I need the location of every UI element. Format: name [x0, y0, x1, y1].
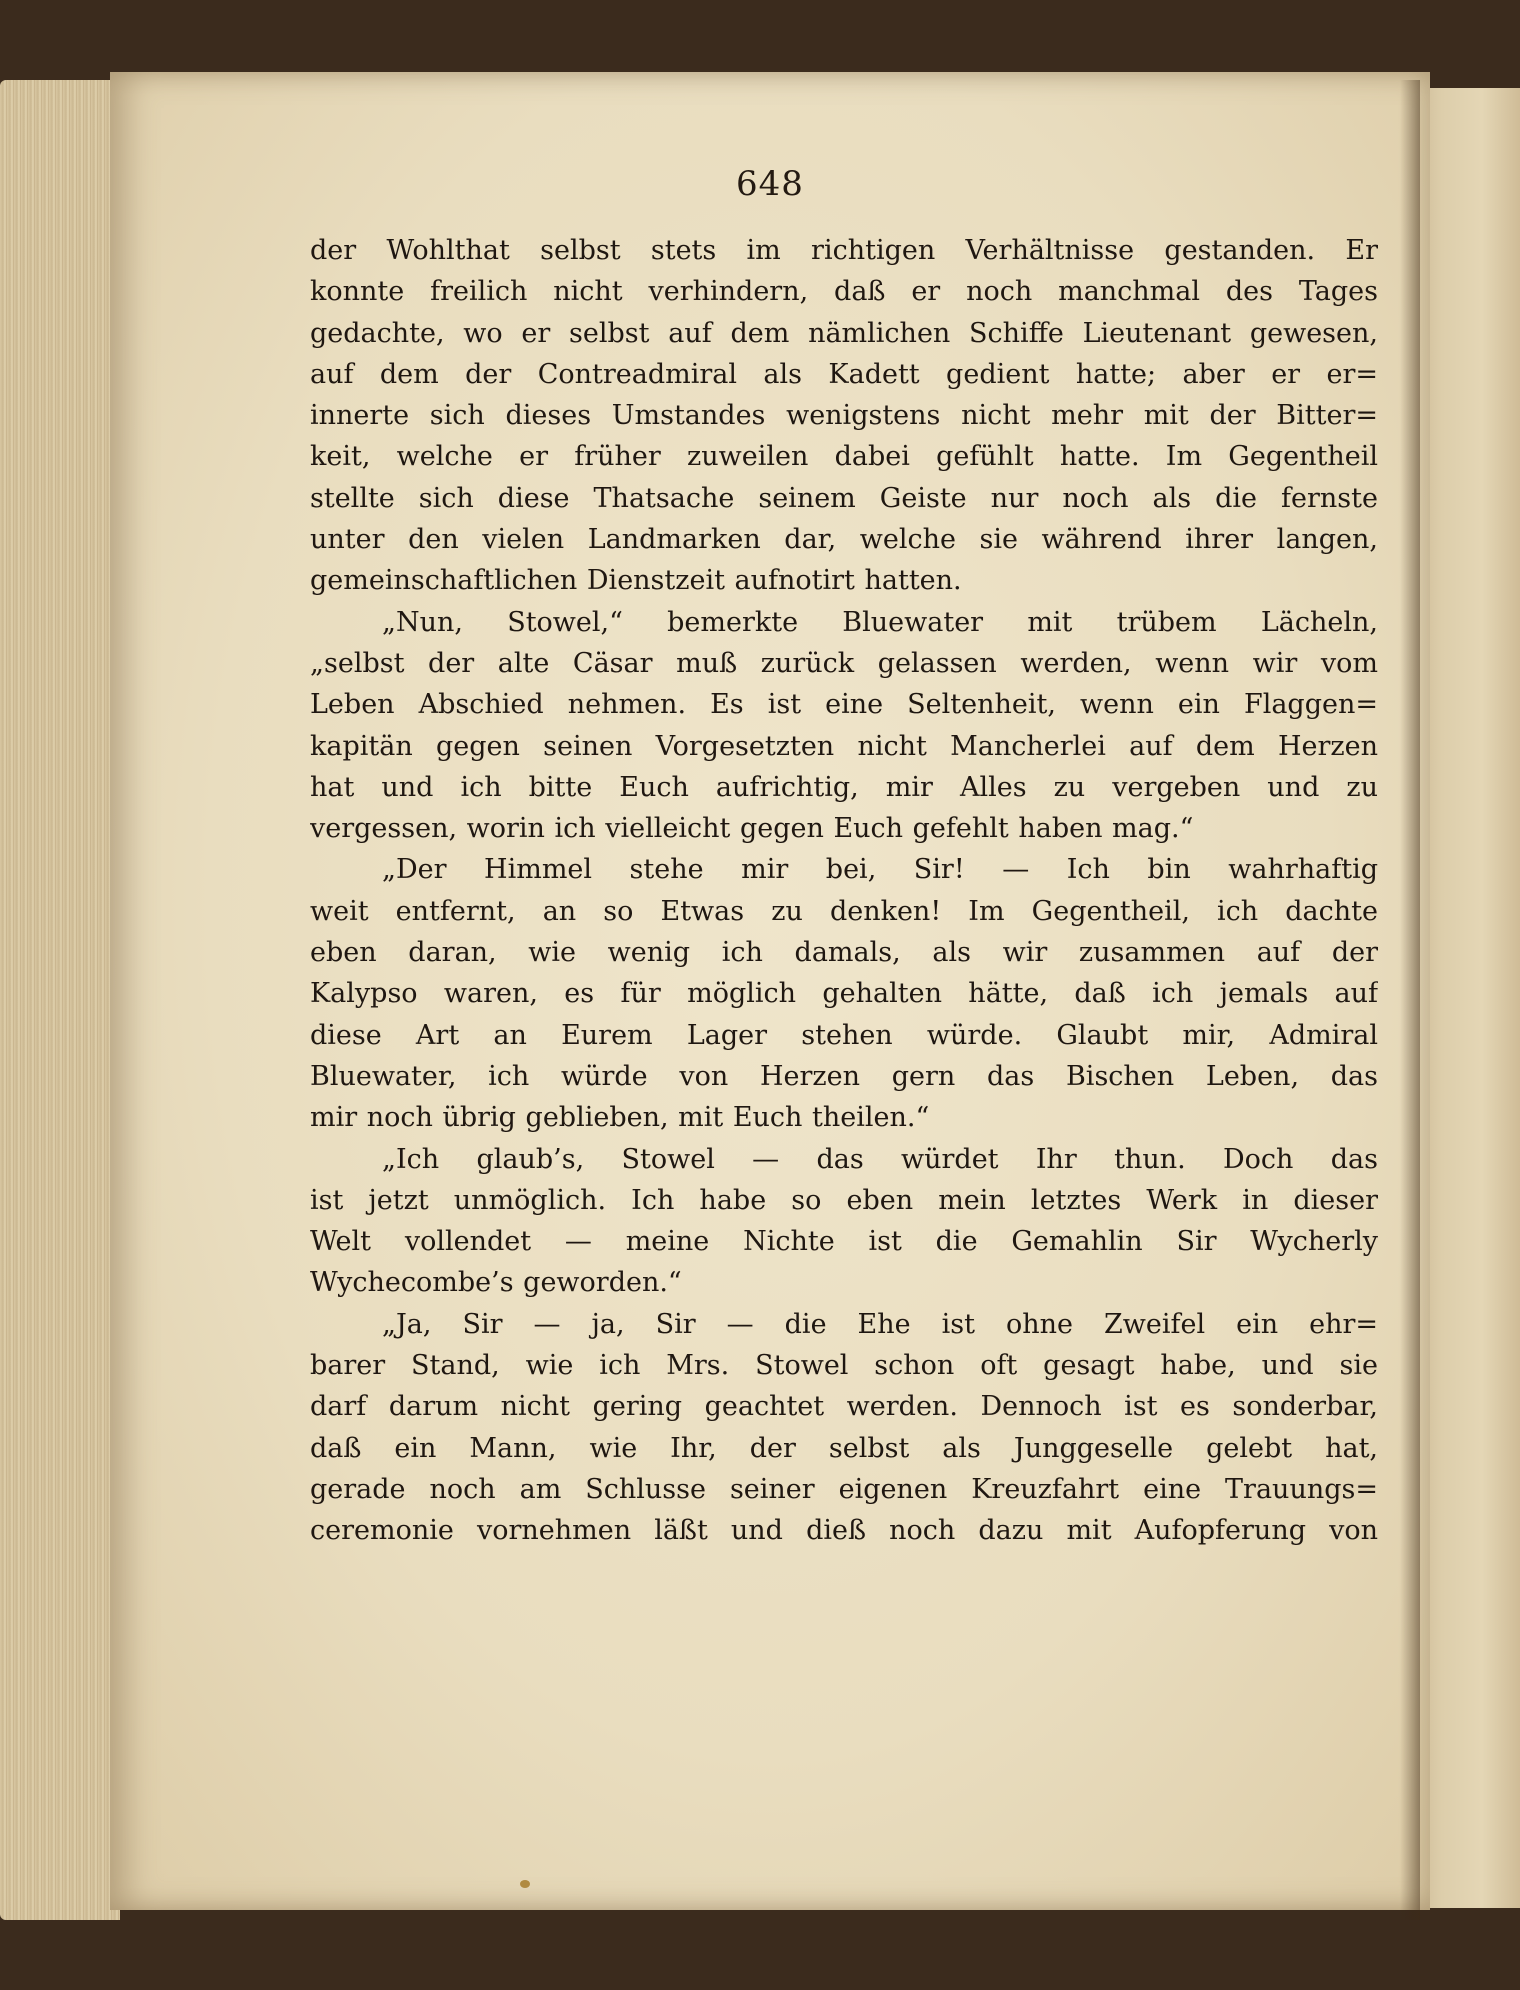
text-line: weit entfernt, an so Etwas zu denken! Im Gegentheil, ich dachte	[310, 895, 1378, 927]
text-line: auf dem der Contreadmiral als Kadett gedient hatte; aber er er=	[310, 358, 1378, 390]
text-line: hat und ich bitte Euch aufrichtig, mir Alles zu vergeben und zu	[310, 771, 1378, 803]
text-line: diese Art an Eurem Lager stehen würde. Glaubt mir, Admiral	[310, 1019, 1378, 1051]
text-line: keit, welche er früher zuweilen dabei gefühlt hatte. Im Gegentheil	[310, 441, 1378, 473]
text-line: kapitän gegen seinen Vorgesetzten nicht Mancherlei auf dem Herzen	[310, 730, 1378, 762]
page-number: 648	[736, 164, 804, 204]
text-line: Wychecombe’s geworden.“	[310, 1267, 682, 1299]
text-line: gerade noch am Schlusse seiner eigenen Kreuzfahrt eine Trauungs=	[310, 1473, 1378, 1505]
book-page	[110, 72, 1430, 1910]
text-line: Bluewater, ich würde von Herzen gern das Bischen Leben, das	[310, 1060, 1378, 1092]
text-line: gedachte, wo er selbst auf dem nämlichen Schiffe Lieutenant gewesen,	[310, 317, 1378, 349]
text-line: „Der Himmel stehe mir bei, Sir! — Ich bin wahrhaftig	[382, 854, 1378, 886]
text-line: vergessen, worin ich vielleicht gegen Euch gefehlt haben mag.“	[310, 813, 1194, 845]
text-line: unter den vielen Landmarken dar, welche sie während ihrer langen,	[310, 524, 1378, 556]
text-line: „Ich glaub’s, Stowel — das würdet Ihr thun. Doch das	[382, 1143, 1378, 1175]
stacked-page-edges	[0, 80, 120, 1920]
text-line: Kalypso waren, es für möglich gehalten hätte, daß ich jemals auf	[310, 978, 1378, 1010]
text-line: „Ja, Sir — ja, Sir — die Ehe ist ohne Zweifel ein ehr=	[382, 1308, 1378, 1340]
text-line: ceremonie vornehmen läßt und dieß noch dazu mit Aufopferung von	[310, 1515, 1378, 1547]
text-line: ist jetzt unmöglich. Ich habe so eben mein letztes Werk in dieser	[310, 1184, 1378, 1216]
paper-stain	[520, 1880, 530, 1888]
text-line: der Wohlthat selbst stets im richtigen Verhältnisse gestanden. Er	[310, 235, 1378, 266]
text-line: „Nun, Stowel,“ bemerkte Bluewater mit trübem Lächeln,	[382, 606, 1378, 638]
body-text	[310, 230, 1378, 1552]
text-line: Welt vollendet — meine Nichte ist die Gemahlin Sir Wycherly	[310, 1226, 1378, 1258]
text-line: konnte freilich nicht verhindern, daß er noch manchmal des Tages	[310, 276, 1378, 308]
text-line: darf darum nicht gering geachtet werden. Dennoch ist es sonderbar,	[310, 1391, 1378, 1423]
gutter-shadow	[1400, 80, 1420, 1920]
text-line: stellte sich diese Thatsache seinem Geiste nur noch als die fernste	[310, 482, 1378, 514]
text-line: barer Stand, wie ich Mrs. Stowel schon oft gesagt habe, und sie	[310, 1350, 1378, 1382]
text-line: Leben Abschied nehmen. Es ist eine Seltenheit, wenn ein Flaggen=	[310, 689, 1378, 721]
text-line: eben daran, wie wenig ich damals, als wir zusammen auf der	[310, 937, 1378, 969]
text-line: daß ein Mann, wie Ihr, der selbst als Junggeselle gelebt hat,	[310, 1432, 1378, 1464]
text-line: gemeinschaftlichen Dienstzeit aufnotirt hatten.	[310, 565, 962, 597]
text-line: „selbst der alte Cäsar muß zurück gelassen werden, wenn wir vom	[310, 647, 1378, 679]
text-line: innerte sich dieses Umstandes wenigstens nicht mehr mit der Bitter=	[310, 400, 1378, 432]
text-line: mir noch übrig geblieben, mit Euch theilen.“	[310, 1102, 930, 1134]
